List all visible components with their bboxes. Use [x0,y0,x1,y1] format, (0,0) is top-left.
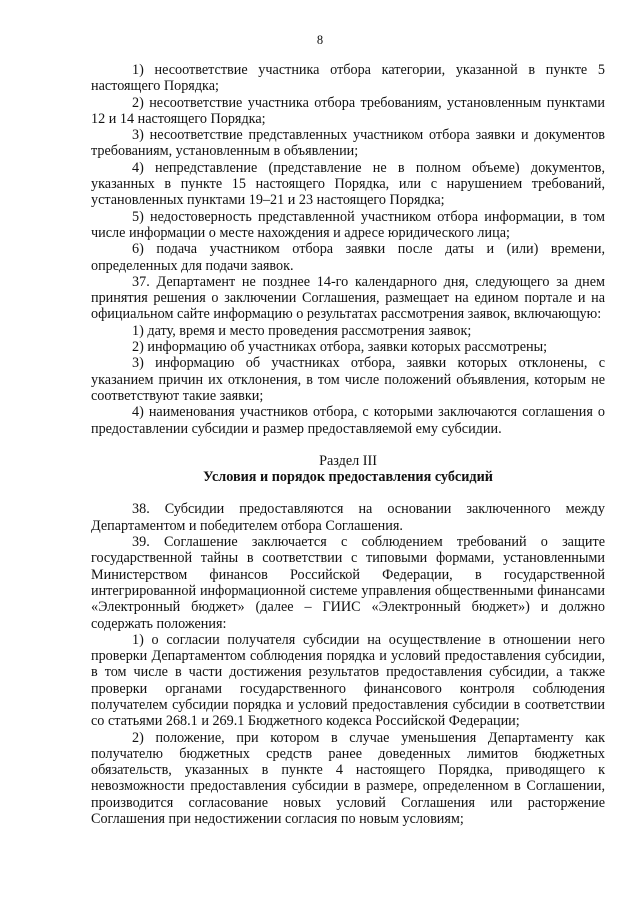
paragraph-37: 37. Департамент не позднее 14-го календарного дня, следующего за днем принятия решения о заключении Соглашения, размещает на едином портале и на официальном сайте информацию о результатах рассмотрения заявок, включающую: [91,273,605,323]
list-item: 1) о согласии получателя субсидии на осуществление в отношении него проверки Департаментом соблюдения порядка и условий предоставления субсидии, в том числе в части достижения результатов предоставления субсидии, а также проверки органами государственного финансового контроля соблюдения получателем субсидии порядка и условий предоставления субсидии в соответствии со статьями 268.1 и 269.1 Бюджетного кодекса Российской Федерации; [91,631,605,730]
list-item: 3) несоответствие представленных участником отбора заявки и документов требованиям, установленным в объявлении; [91,127,605,160]
list-item: 2) положение, при котором в случае уменьшения Департаменту как получателю бюджетных средств ранее доведенных лимитов бюджетных обязательств, указанных в пункте 4 настоящего Порядка, приводящего к невозможности предоставления субсидии в размере, определенном в Соглашении, производится согласование новых условий Соглашения или расторжение Соглашения при недостижении согласия по новым условиям; [91,729,605,828]
list-item: 6) подача участником отбора заявки после даты и (или) времени, определенных для подачи заявок. [91,241,605,274]
list-item: 4) непредставление (представление не в полном объеме) документов, указанных в пункте 15 настоящего Порядка, или с нарушением требований, установленных пунктами 19–21 и 23 настоящего Порядка; [91,159,605,209]
list-item: 1) дату, время и место проведения рассмотрения заявок; [132,322,472,339]
page-number: 8 [316,33,324,47]
list-item: 1) несоответствие участника отбора категории, указанной в пункте 5 настоящего Порядка; [91,62,605,95]
list-item: 5) недостоверность представленной участником отбора информации, в том числе информации о месте нахождения и адресе юридического лица; [91,208,605,241]
paragraph-38: 38. Субсидии предоставляются на основании заключенного между Департаментом и победителем отбора Соглашения. [91,501,605,534]
paragraph-39: 39. Соглашение заключается с соблюдением требований о защите государственной тайны в соответствии с типовыми формами, установленными Министерством финансов Российской Федерации, в государственной интегрированной информационной системе управления общественными финансами «Электронный бюджет» (далее – ГИИС «Электронный бюджет») и должно содержать положения: [91,534,605,632]
list-item: 4) наименования участников отбора, с которыми заключаются соглашения о предоставлении субсидии и размер предоставляемой ему субсидии. [91,404,605,437]
document-body [91,62,605,827]
section-title: Условия и порядок предоставления субсидий [203,469,493,486]
list-item: 2) несоответствие участника отбора требованиям, установленным пунктами 12 и 14 настоящего Порядка; [91,94,605,127]
list-item: 3) информацию об участниках отбора, заявки которых отклонены, с указанием причин их отклонения, в том числе положений объявления, которым не соответствуют такие заявки; [91,355,605,404]
list-item: 2) информацию об участниках отбора, заявки которых рассмотрены; [132,339,548,356]
section-label: Раздел III [319,452,377,469]
